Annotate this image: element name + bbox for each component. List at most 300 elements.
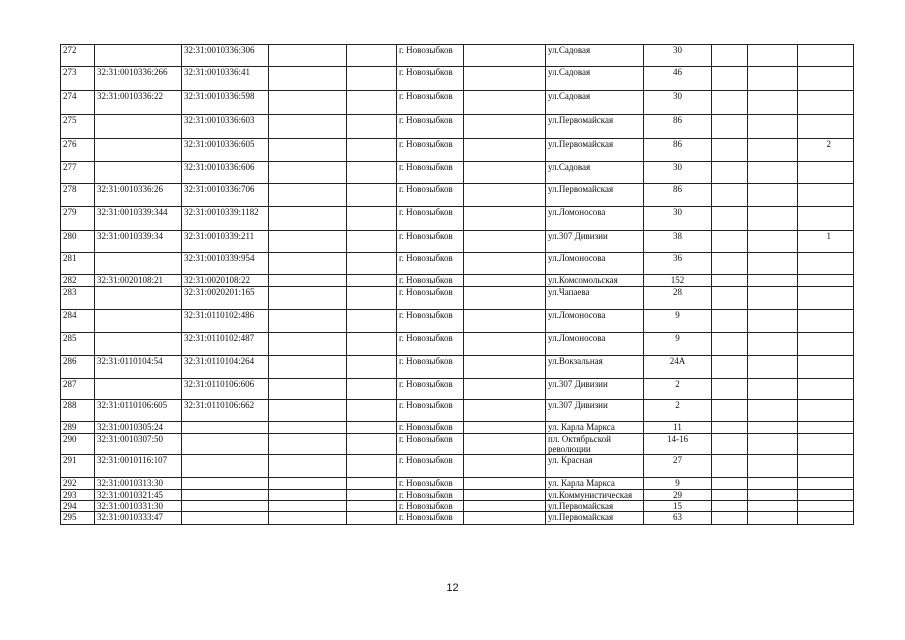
cell-old (95, 45, 182, 67)
cell-empty (347, 91, 397, 115)
cell-extra (798, 400, 854, 422)
cell-empty (269, 184, 347, 207)
cell-empty (269, 333, 347, 356)
cell-old (95, 115, 182, 139)
cell-old: 32:31:0010321:45 (95, 490, 182, 501)
cell-extra (798, 162, 854, 184)
cell-cad: 32:31:0010336:606 (182, 162, 269, 184)
cell-empty (464, 379, 546, 400)
cell-cad (182, 455, 269, 478)
cell-extra (798, 275, 854, 287)
cell-extra (798, 422, 854, 434)
cell-house: 30 (644, 207, 712, 231)
cell-empty (347, 115, 397, 139)
cell-cad: 32:31:0110106:662 (182, 400, 269, 422)
cell-city: г. Новозыбков (397, 379, 464, 400)
cell-street: ул.Первомайская (546, 139, 644, 162)
cell-n: 280 (61, 231, 95, 253)
cell-cad: 32:31:0020108:22 (182, 275, 269, 287)
cell-street: ул.Садовая (546, 67, 644, 91)
cell-empty (712, 253, 748, 275)
cell-extra (798, 379, 854, 400)
cell-n: 277 (61, 162, 95, 184)
cell-cad: 32:31:0010336:706 (182, 184, 269, 207)
cell-empty (269, 231, 347, 253)
cell-cad (182, 512, 269, 525)
cell-empty (464, 184, 546, 207)
cell-empty (269, 253, 347, 275)
cell-empty (464, 67, 546, 91)
cell-extra (798, 434, 854, 455)
cell-extra (798, 115, 854, 139)
cell-street: пл. Октябрьской революции (546, 434, 644, 455)
cell-empty (748, 184, 798, 207)
cell-empty (269, 400, 347, 422)
cell-empty (712, 207, 748, 231)
cell-street: ул. Карла Маркса (546, 422, 644, 434)
cell-empty (712, 434, 748, 455)
cell-city: г. Новозыбков (397, 115, 464, 139)
cell-house: 27 (644, 455, 712, 478)
cell-city: г. Новозыбков (397, 434, 464, 455)
cell-extra (798, 310, 854, 333)
table-row (61, 422, 854, 434)
table-row (61, 455, 854, 478)
cell-house: 29 (644, 490, 712, 501)
table-row (61, 287, 854, 310)
cell-empty (712, 490, 748, 501)
cell-empty (748, 490, 798, 501)
cell-empty (748, 275, 798, 287)
cell-city: г. Новозыбков (397, 231, 464, 253)
cell-old (95, 310, 182, 333)
cell-empty (347, 379, 397, 400)
cell-street: ул.Садовая (546, 162, 644, 184)
cell-n: 295 (61, 512, 95, 525)
cell-street: ул.Ломоносова (546, 310, 644, 333)
cell-empty (347, 162, 397, 184)
cell-city: г. Новозыбков (397, 184, 464, 207)
cell-cad: 32:31:0010339:954 (182, 253, 269, 275)
cell-empty (347, 45, 397, 67)
cell-empty (748, 356, 798, 379)
cell-empty (269, 162, 347, 184)
cell-house: 30 (644, 91, 712, 115)
table-row (61, 501, 854, 512)
cell-cad: 32:31:0010339:211 (182, 231, 269, 253)
cell-empty (748, 91, 798, 115)
cell-empty (347, 253, 397, 275)
cell-house: 30 (644, 162, 712, 184)
cell-cad (182, 478, 269, 490)
cell-empty (748, 501, 798, 512)
cell-street: ул.Ломоносова (546, 253, 644, 275)
cell-house: 14-16 (644, 434, 712, 455)
cell-old (95, 139, 182, 162)
cell-cad: 32:31:0110104:264 (182, 356, 269, 379)
cell-extra (798, 501, 854, 512)
cell-empty (712, 422, 748, 434)
cell-empty (347, 287, 397, 310)
cell-empty (347, 422, 397, 434)
cell-city: г. Новозыбков (397, 310, 464, 333)
cell-street: ул.Первомайская (546, 501, 644, 512)
cell-n: 292 (61, 478, 95, 490)
cell-cad: 32:31:0010336:41 (182, 67, 269, 91)
cell-cad: 32:31:0010336:605 (182, 139, 269, 162)
cell-empty (464, 501, 546, 512)
cell-n: 274 (61, 91, 95, 115)
cell-empty (347, 184, 397, 207)
cell-n: 290 (61, 434, 95, 455)
cell-city: г. Новозыбков (397, 490, 464, 501)
cell-empty (464, 207, 546, 231)
cell-old: 32:31:0010336:22 (95, 91, 182, 115)
cell-empty (712, 275, 748, 287)
cell-extra: 2 (798, 139, 854, 162)
table-row (61, 231, 854, 253)
cell-n: 283 (61, 287, 95, 310)
cell-empty (269, 434, 347, 455)
cell-empty (269, 455, 347, 478)
cell-empty (347, 501, 397, 512)
cell-city: г. Новозыбков (397, 91, 464, 115)
cell-house: 2 (644, 400, 712, 422)
cell-house: 9 (644, 333, 712, 356)
cell-empty (748, 115, 798, 139)
cell-house: 63 (644, 512, 712, 525)
cell-empty (464, 253, 546, 275)
table-row (61, 162, 854, 184)
cell-n: 272 (61, 45, 95, 67)
cell-empty (748, 455, 798, 478)
cell-n: 275 (61, 115, 95, 139)
cell-cad: 32:31:0110102:486 (182, 310, 269, 333)
cell-empty (748, 207, 798, 231)
cell-empty (269, 512, 347, 525)
cell-n: 289 (61, 422, 95, 434)
cell-extra (798, 490, 854, 501)
cell-city: г. Новозыбков (397, 400, 464, 422)
cell-house: 152 (644, 275, 712, 287)
cell-city: г. Новозыбков (397, 422, 464, 434)
cell-house: 86 (644, 184, 712, 207)
cell-empty (748, 231, 798, 253)
cell-city: г. Новозыбков (397, 501, 464, 512)
cell-cad: 32:31:0010336:598 (182, 91, 269, 115)
cell-empty (269, 45, 347, 67)
cell-cad: 32:31:0010339:1182 (182, 207, 269, 231)
cell-empty (269, 115, 347, 139)
cell-empty (269, 67, 347, 91)
cell-empty (748, 253, 798, 275)
cell-empty (269, 501, 347, 512)
cell-empty (269, 356, 347, 379)
cell-empty (464, 422, 546, 434)
cell-extra (798, 207, 854, 231)
cell-house: 9 (644, 310, 712, 333)
cell-empty (347, 139, 397, 162)
cell-empty (748, 67, 798, 91)
cell-n: 282 (61, 275, 95, 287)
table-row (61, 184, 854, 207)
cell-empty (347, 490, 397, 501)
cell-street: ул.Комсомольская (546, 275, 644, 287)
cell-extra (798, 478, 854, 490)
cell-empty (712, 379, 748, 400)
cell-empty (269, 478, 347, 490)
cell-empty (464, 139, 546, 162)
cell-extra (798, 287, 854, 310)
cell-empty (712, 115, 748, 139)
cell-n: 286 (61, 356, 95, 379)
cell-n: 279 (61, 207, 95, 231)
cell-empty (464, 356, 546, 379)
cell-street: ул.Вокзальная (546, 356, 644, 379)
cell-extra (798, 455, 854, 478)
cell-old: 32:31:0010305:24 (95, 422, 182, 434)
cell-empty (464, 400, 546, 422)
cell-empty (712, 184, 748, 207)
cell-city: г. Новозыбков (397, 162, 464, 184)
cell-empty (748, 139, 798, 162)
cell-empty (748, 478, 798, 490)
cell-empty (712, 139, 748, 162)
cell-empty (712, 67, 748, 91)
cell-old: 32:31:0010339:34 (95, 231, 182, 253)
cell-cad: 32:31:0110102:487 (182, 333, 269, 356)
table-row (61, 490, 854, 501)
cell-n: 273 (61, 67, 95, 91)
cell-cad (182, 422, 269, 434)
table-row (61, 310, 854, 333)
cell-empty (712, 231, 748, 253)
cell-street: ул.Садовая (546, 45, 644, 67)
cell-empty (269, 310, 347, 333)
cell-empty (748, 287, 798, 310)
cell-city: г. Новозыбков (397, 333, 464, 356)
table-row (61, 45, 854, 67)
cell-street: ул.Садовая (546, 91, 644, 115)
cell-empty (464, 333, 546, 356)
cell-empty (347, 67, 397, 91)
cell-house: 86 (644, 139, 712, 162)
cell-old (95, 333, 182, 356)
table-row (61, 275, 854, 287)
cell-n: 294 (61, 501, 95, 512)
cell-n: 293 (61, 490, 95, 501)
cell-house: 28 (644, 287, 712, 310)
cell-city: г. Новозыбков (397, 253, 464, 275)
cell-city: г. Новозыбков (397, 275, 464, 287)
cell-empty (464, 115, 546, 139)
cell-empty (748, 434, 798, 455)
table-row (61, 139, 854, 162)
cell-old: 32:31:0010336:266 (95, 67, 182, 91)
cell-street: ул.Чапаева (546, 287, 644, 310)
cell-old: 32:31:0010331:30 (95, 501, 182, 512)
cell-old: 32:31:0010307:50 (95, 434, 182, 455)
cell-empty (347, 455, 397, 478)
cell-empty (748, 45, 798, 67)
cell-old: 32:31:0110106:605 (95, 400, 182, 422)
cell-street: ул.Ломоносова (546, 207, 644, 231)
cell-empty (712, 356, 748, 379)
cell-empty (712, 91, 748, 115)
cell-empty (464, 275, 546, 287)
cell-empty (748, 422, 798, 434)
cell-city: г. Новозыбков (397, 207, 464, 231)
table-row (61, 379, 854, 400)
cell-street: ул.307 Дивизии (546, 231, 644, 253)
cell-empty (464, 310, 546, 333)
cell-extra (798, 184, 854, 207)
cell-city: г. Новозыбков (397, 287, 464, 310)
cell-house: 38 (644, 231, 712, 253)
table-row (61, 400, 854, 422)
cell-empty (269, 490, 347, 501)
cell-empty (464, 434, 546, 455)
page-number: 12 (446, 582, 459, 594)
cell-old: 32:31:0010313:30 (95, 478, 182, 490)
cell-empty (712, 501, 748, 512)
cell-cad: 32:31:0010336:603 (182, 115, 269, 139)
cell-house: 11 (644, 422, 712, 434)
cell-empty (712, 310, 748, 333)
cell-empty (269, 422, 347, 434)
cell-city: г. Новозыбков (397, 356, 464, 379)
cell-empty (347, 400, 397, 422)
cell-old: 32:31:0010336:26 (95, 184, 182, 207)
cell-house: 86 (644, 115, 712, 139)
cell-city: г. Новозыбков (397, 478, 464, 490)
table-row (61, 478, 854, 490)
table-row (61, 115, 854, 139)
cell-empty (269, 207, 347, 231)
cell-extra: 1 (798, 231, 854, 253)
cell-street: ул.307 Дивизии (546, 400, 644, 422)
cell-old (95, 253, 182, 275)
cell-street: ул.Первомайская (546, 184, 644, 207)
cell-empty (347, 207, 397, 231)
cell-house: 30 (644, 45, 712, 67)
cell-cad (182, 501, 269, 512)
cell-extra (798, 356, 854, 379)
cell-house: 15 (644, 501, 712, 512)
cell-empty (748, 162, 798, 184)
cell-extra (798, 253, 854, 275)
cell-street: ул.Коммунистическая (546, 490, 644, 501)
cell-empty (464, 45, 546, 67)
cell-empty (269, 91, 347, 115)
cell-empty (712, 455, 748, 478)
cell-empty (712, 478, 748, 490)
cell-n: 284 (61, 310, 95, 333)
table-row (61, 253, 854, 275)
cell-house: 2 (644, 379, 712, 400)
cell-empty (269, 287, 347, 310)
cell-street: ул.Первомайская (546, 512, 644, 525)
cell-city: г. Новозыбков (397, 139, 464, 162)
cell-extra (798, 333, 854, 356)
cell-extra (798, 91, 854, 115)
cell-empty (464, 455, 546, 478)
cell-n: 291 (61, 455, 95, 478)
table-row (61, 434, 854, 455)
cell-empty (347, 275, 397, 287)
cell-street: ул. Красная (546, 455, 644, 478)
cell-empty (347, 310, 397, 333)
cell-n: 287 (61, 379, 95, 400)
cell-empty (712, 333, 748, 356)
table-row (61, 356, 854, 379)
cell-old: 32:31:0110104:54 (95, 356, 182, 379)
cell-empty (464, 478, 546, 490)
cell-street: ул.307 Дивизии (546, 379, 644, 400)
cell-street: ул.Первомайская (546, 115, 644, 139)
cell-old (95, 287, 182, 310)
cell-empty (464, 231, 546, 253)
cell-empty (712, 287, 748, 310)
cell-street: ул.Ломоносова (546, 333, 644, 356)
cell-n: 281 (61, 253, 95, 275)
cell-n: 278 (61, 184, 95, 207)
cell-extra (798, 45, 854, 67)
cell-empty (347, 434, 397, 455)
cell-cad: 32:31:0110106:606 (182, 379, 269, 400)
cell-empty (269, 379, 347, 400)
cell-empty (269, 275, 347, 287)
cell-empty (347, 333, 397, 356)
cell-empty (347, 478, 397, 490)
cell-empty (464, 490, 546, 501)
property-register-table (60, 44, 854, 525)
cell-n: 288 (61, 400, 95, 422)
cell-empty (748, 400, 798, 422)
cell-empty (269, 139, 347, 162)
cell-empty (748, 379, 798, 400)
cell-empty (464, 512, 546, 525)
cell-city: г. Новозыбков (397, 45, 464, 67)
cell-street: ул. Карла Маркса (546, 478, 644, 490)
table-row (61, 207, 854, 231)
table-row (61, 67, 854, 91)
cell-old (95, 162, 182, 184)
cell-old: 32:31:0010116:107 (95, 455, 182, 478)
cell-empty (712, 162, 748, 184)
cell-old: 32:31:0010339:344 (95, 207, 182, 231)
cell-empty (748, 310, 798, 333)
cell-cad: 32:31:0010336:306 (182, 45, 269, 67)
cell-empty (712, 512, 748, 525)
cell-cad (182, 490, 269, 501)
table-body (61, 45, 854, 525)
cell-empty (748, 333, 798, 356)
table-row (61, 512, 854, 525)
cell-old (95, 379, 182, 400)
cell-city: г. Новозыбков (397, 512, 464, 525)
cell-old: 32:31:0020108:21 (95, 275, 182, 287)
cell-house: 9 (644, 478, 712, 490)
cell-empty (748, 512, 798, 525)
cell-empty (347, 231, 397, 253)
cell-empty (347, 512, 397, 525)
cell-empty (347, 356, 397, 379)
cell-cad (182, 434, 269, 455)
cell-n: 276 (61, 139, 95, 162)
cell-empty (712, 45, 748, 67)
table-row (61, 91, 854, 115)
